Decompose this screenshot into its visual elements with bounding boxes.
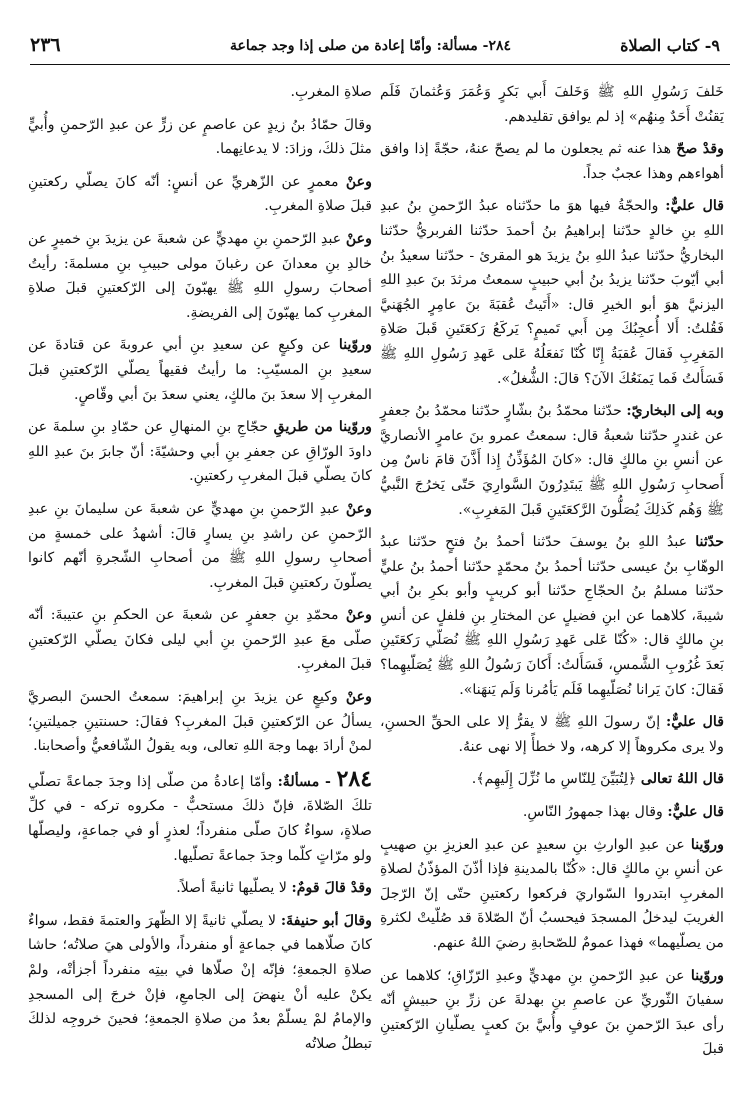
running-topic-header: ٢٨٤- مسألة: وأمّا إعادة من صلى إذا وجد جماعة <box>230 38 512 54</box>
paragraph <box>28 603 372 677</box>
paragraph-lead: وعنْ <box>345 230 372 247</box>
paragraph-text: وقال بهذا جمهورُ النّاسِ. <box>522 804 668 821</box>
paragraph-text: لا يصلّي ثانيةً إلا الظّهرَ والعتمةَ فقط، سواءٌ كانَ صلّاهما في جماعةٍ أو منفرداً، والأولى هيَ صلاتُه؛ حاشا صلاةِ الجمعةِ؛ فإنّه إنْ صلّاها في بيتِه منفرداً أجزأتْه، ولمْ يكنْ عليه أنْ ينهضَ إلى الجامعِ، فإنْ خرجَ إلى المسجدِ والإمامُ لمْ يسلّمْ بعدُ من صلاةِ الجمعةِ؛ فحينَ خروجِه لذلكَ تبطلُ صلاتُه <box>28 912 372 1052</box>
paragraph <box>380 767 724 792</box>
paragraph-text: وكيعٍ عن يزيدَ بنِ إبراهيمَ: سمعتُ الحسنَ البصريَّ يسألُ عن الرّكعتينِ قبلَ المغربِ؟ فقالَ: حسنتينِ جميلتينِ؛ لمنْ أرادَ بهما وجهَ اللهِ تعالى، وبه يقولُ الشّافعيُّ وأصحابنا. <box>28 689 372 755</box>
paragraph-lead: وروّينا من طريقِ <box>273 419 372 436</box>
paragraph <box>380 530 724 702</box>
paragraph <box>380 80 724 129</box>
paragraph-text: ﴿لِتُبَيِّنَ لِلنّاسِ ما نُزِّلَ إِلَيهِم﴾. <box>471 771 641 788</box>
paragraph-text: عبدُ اللهِ بنُ يوسفَ حدّثنا أحمدُ بنُ فتحٍ حدّثنا عبدُ الوهّابِ بنُ عيسى حدّثنا أحمدُ بنُ محمّدٍ حدّثنا أحمدُ بنُ عليٍّ حدّثنا مسلمُ بنُ الحجّاجِ حدّثنا أبو كريبٍ وأبو بكرِ بنُ أبي شيبةَ، كلاهما عن ابنِ فضيلٍ عن المختارِ بنِ فلفلٍ عن أنسِ بنِ مالكٍ قال: «كُنّا عَلى عَهدِ رَسُولِ اللهِ ﷺ نُصَلّي رَكعَتَينِ بَعدَ غُرُوبِ الشَّمسِ، فَسَأَلتُ: أَكانَ رَسُولُ اللهِ ﷺ يُصَلّيهِما؟ فَقالَ: كانَ يَرانا نُصَلّيهِما فَلَم يَأمُرنا وَلَم يَنهَنا». <box>380 534 724 698</box>
paragraph-lead: وروّينا <box>338 337 372 354</box>
paragraph-text: والحجّةُ فيها هوَ ما حدّثناه عبدُ الرّحمنِ بنُ عبدِ اللهِ بنِ خالدٍ حدّثنا إبراهيمُ بنُ أحمدَ حدّثنا الفربريُّ حدّثنا البخاريُّ حدّثنا عبدُ اللهِ بنُ يزيدَ هو المقرئ - حدّثنا سعيدُ بنُ أبي أيّوبَ حدّثنا يزيدُ بنُ أبي حبيبٍ سمعتُ مرثدَ بنَ عبدِ اللهِ اليزنيَّ هوَ أبو الخيرِ قال: «أَتَيتُ عُقبَةَ بنَ عامِرٍ الجُهَنيَّ فَقُلتُ: أَلا أُعجِبُكَ مِن أَبي تَميمٍ؟ يَركَعُ رَكعَتَينِ قَبلَ صَلاةِ المَغرِبِ فَقالَ عُقبَةُ إِنّا كُنّا نَفعَلُهُ عَلى عَهدِ رَسُولِ اللهِ ﷺ فَسَأَلتُ فَما يَمنَعُكَ الآنَ؟ قالَ: الشُّغلُ». <box>380 198 724 387</box>
paragraph-lead: قال اللهُ تعالى <box>640 771 724 788</box>
paragraph-text: إنّ رسولَ اللهِ ﷺ لا يقرُّ إلا على الحقِّ الحسنِ، ولا يرى مكروهاً إلا كرهه، ولا خطأً إلا نهى عنهُ. <box>380 714 724 755</box>
paragraph <box>28 909 372 1057</box>
paragraph <box>28 497 372 595</box>
right-text-column <box>380 80 724 1070</box>
paragraph-text: صلاةِ المغربِ. <box>290 84 372 100</box>
paragraph-text: عن عبدِ الوارثِ بنِ سعيدٍ عن عبدِ العزيزِ بنِ صهيبٍ عن أنسِ بنِ مالكٍ قال: «كُنّا بالمدينةِ فإذا أذّنَ المؤذّنُ لصلاةِ المغربِ ابتدروا السّواريَ فركعوا ركعتينِ حتّى إنّ الرّجلَ الغريبَ ليدخلُ المسجدَ فيحسبُ أنّ الصّلاةَ قد صُلّيتْ لكثرةِ من يصلّيهما» فهذا عمومٌ للصّحابةِ رضيَ اللهُ عنهم. <box>380 836 724 951</box>
paragraph <box>380 194 724 391</box>
paragraph <box>28 227 372 325</box>
paragraph-lead: وقدْ صحّ <box>676 141 724 158</box>
paragraph-lead: وبه إلى البخاريّ: <box>626 403 724 420</box>
paragraph-lead: وعنْ <box>345 689 372 706</box>
paragraph-text: لا يصلّيها ثانيةً أصلاً. <box>176 880 292 897</box>
chapter-title: ٩- كتاب الصلاة <box>620 36 720 55</box>
paragraph-text: هذا عنه ثم يجعلون ما لم يصحّ عنهُ، حجّةً إذا وافق أهواءهم وهذا عجبٌ جداً. <box>380 141 724 182</box>
paragraph-lead: قال عليٌّ: <box>666 714 724 731</box>
paragraph-lead: وروّينا <box>690 967 724 984</box>
paragraph <box>28 333 372 407</box>
paragraph-text: حدّثنا محمّدُ بنُ بشّارٍ حدّثنا محمّدُ بنُ جعفرٍ عن غندرٍ حدّثنا شعبةُ قال: سمعتُ عمرو بنَ عامرٍ الأنصاريَّ عن أنسِ بنِ مالكٍ قال: «كانَ المُؤَذِّنُ إِذا أَذَّنَ قامَ ناسٌ مِن أَصحابِ رَسُولِ اللهِ ﷺ يَبتَدِرُونَ السَّوارِيَ حَتّى يَخرُجَ النَّبيُّ ﷺ وَهُم كَذلِكَ يُصَلُّونَ الرَّكعَتَينِ قَبلَ المَغرِبِ». <box>380 403 724 518</box>
paragraph <box>28 685 372 759</box>
paragraph-lead: وعنْ <box>345 500 372 517</box>
paragraph-text: عبدِ الرّحمنِ بنِ مهديٍّ عن شعبةَ عن يزيدَ بنِ خميرٍ عن خالدِ بنِ معدانَ عن رغبانَ مولى حبيبِ بنِ مسلمةَ: رأيتُ أصحابَ رسولِ اللهِ ﷺ يهبّونَ إلى الرّكعتينِ قبلَ صلاةِ المغربِ كما يهبّونَ إلى الفريضةِ. <box>28 230 372 321</box>
paragraph-text: حجّاجِ بنِ المنهالِ عن حمّادِ بنِ سلمةَ عن داودَ الورّاقِ عن جعفرِ بنِ أبي وحشيّةَ: أنّ جابرَ بنَ عبدِ اللهِ كانَ يصلّي قبلَ المغربِ ركعتينِ. <box>28 419 372 485</box>
paragraph <box>28 415 372 489</box>
paragraph-text: معمرٍ عن الزّهريِّ عن أنسٍ: أنّه كانَ يصلّي ركعتينِ قبلَ صلاةِ المغربِ. <box>28 173 372 215</box>
paragraph-lead: وعنْ <box>345 607 372 624</box>
issue-number: ٢٨٤ <box>336 765 373 792</box>
paragraph-text: وأمّا إعادةُ من صلّى إذا وجدَ جماعةً تصلّي تلكَ الصّلاةَ، فإنّ ذلكَ مستحبٌّ - مكروه تركه - في كلِّ صلاةٍ، سواءٌ كانَ صلّى منفرداً؛ لعذرٍ أو في جماعةٍ، وليصلّها ولو مرّاتٍ كلّما وجدَ جماعةً تصلّيها. <box>28 773 372 864</box>
paragraph <box>28 113 372 162</box>
paragraph-lead: - مسألةٌ: <box>277 773 337 790</box>
paragraph <box>380 137 724 186</box>
paragraph-lead: وقالَ أبو حنيفةَ: <box>280 912 372 929</box>
paragraph-lead: وروّينا <box>690 836 724 853</box>
paragraph-lead: وقدْ قالَ قومٌ: <box>291 880 372 897</box>
paragraph-text: وقالَ حمّادُ بنُ زيدٍ عن عاصمٍ عن زرٍّ عن عبدِ الرّحمنِ وأُبيٍّ مثلَ ذلكَ، وزادَ: لا يدعانِهما. <box>28 116 372 158</box>
paragraph-lead: وعنْ <box>345 173 372 190</box>
paragraph <box>380 800 724 825</box>
paragraph-text: عبدِ الرّحمنِ بنِ مهديٍّ عن شعبةَ عن سليمانَ بنِ عبدِ الرّحمنِ عن راشدِ بنِ يسارٍ قالَ: أشهدُ على خمسةٍ من أصحابِ رسولِ اللهِ ﷺ من أصحابِ الشّجرةِ أنّهم كانوا يصلّونَ ركعتينِ قبلَ المغربِ. <box>28 500 372 591</box>
paragraph <box>380 399 724 522</box>
paragraph <box>28 767 372 868</box>
paragraph <box>380 710 724 759</box>
paragraph-lead: قال عليٌّ: <box>665 198 725 215</box>
left-text-column <box>28 80 372 1064</box>
header-rule <box>30 64 730 65</box>
paragraph <box>28 876 372 901</box>
page-number: ٢٣٦ <box>30 34 61 56</box>
paragraph <box>28 80 372 105</box>
paragraph-lead: حدّثنا <box>695 534 724 551</box>
paragraph-text: محمّدِ بنِ جعفرٍ عن شعبةَ عن الحكمِ بنِ عتيبةَ: أنّه صلّى معَ عبدِ الرّحمنِ بنِ أبي ليلى فكانَ يصلّي الرّكعتينِ قبلَ المغربِ. <box>28 607 372 673</box>
paragraph-text: عن عبدِ الرّحمنِ بنِ مهديٍّ وعبدِ الرّزّاقِ؛ كلاهما عن سفيانَ الثّوريِّ عن عاصمِ بنِ بهدلةَ عن زرِّ بنِ حبيشٍ أنّه رأى عبدَ الرّحمنِ بنَ عوفٍ وأُبيَّ بنَ كعبٍ يصلّيانِ الرّكعتينِ قبلَ <box>380 967 724 1058</box>
paragraph <box>380 833 724 956</box>
paragraph-lead: قال عليٌّ: <box>667 804 724 821</box>
paragraph-text: عن وكيعٍ عن سعيدِ بنِ أبي عروبةَ عن قتادةَ عن سعيدِ بنِ المسيّبِ: ما رأيتُ فقيهاً يصلّي الرّكعتينِ قبلَ المغربِ إلا سعدَ بنَ مالكٍ، يعني سعدَ بنَ أبي وقّاصٍ. <box>28 337 372 403</box>
paragraph-text: خَلفَ رَسُولِ اللهِ ﷺ وَخَلفَ أَبي بَكرٍ وَعُمَرَ وَعُثمانَ فَلَم يَقنُتْ أَحَدٌ مِنهُم» إذ لم يوافق تقليدهم. <box>380 84 724 125</box>
paragraph <box>28 170 372 219</box>
paragraph <box>380 964 724 1062</box>
